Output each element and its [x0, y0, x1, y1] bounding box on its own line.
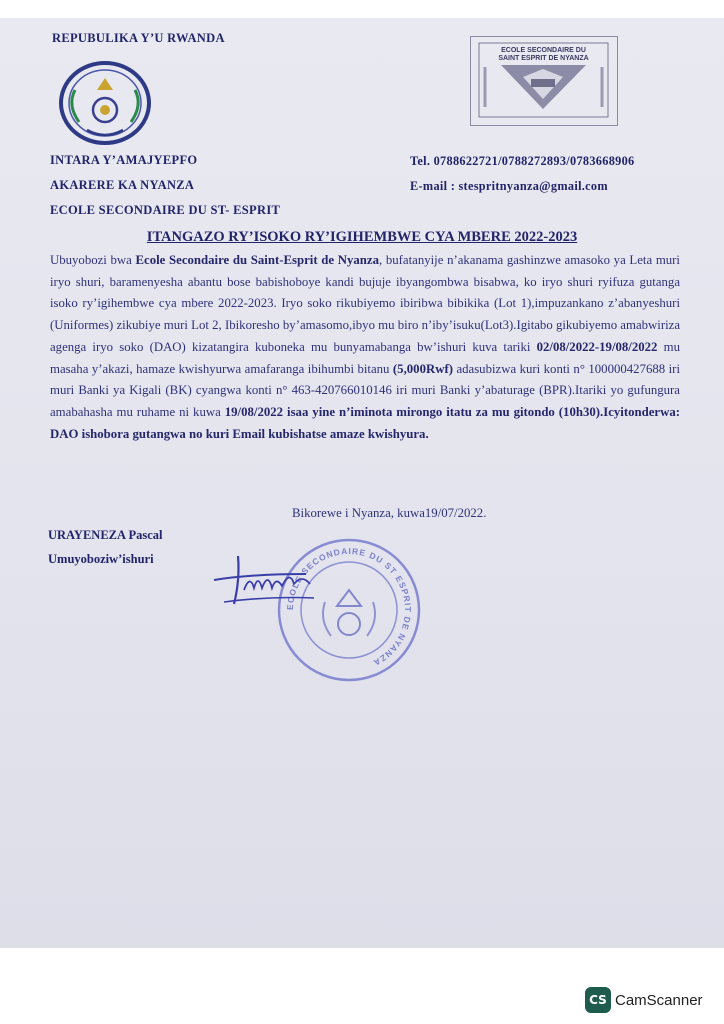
availability-dates: 02/08/2022-19/08/2022: [536, 339, 658, 354]
republic-heading: REPUBULIKA Y’U RWANDA: [52, 31, 225, 45]
body-text: , bufatanyije n’akanama gashinzwe amasoko ya Leta muri iryo shuri, baramenyesha abantu bose babishoboye kandi bujuje ibyangombwa bisabwa, ko iryo shuri ryifuza gutanga isoko ry’igihembwe cya mbere 2022-2023. Iryo soko rikubiyemo ibiribwa bibikika (Lot 1),impuzankano z’abanyeshuri (Uniformes) zikubiye muri Lot 2, Ibikoresho by’amasomo,ibyo mu biro n’iby’isuku(Lot3).Igitabo gikubiyemo amabwiriza agenga iryo soko (DAO) kizatangira kuboneka mu bunyamabanga bw’ishuri kuva tariki: [50, 253, 680, 354]
signatory-name: URAYENEZA Pascal: [48, 528, 163, 542]
body-text: mu masaha y’akazi, hamaze kwishyurwa amafaranga ibihumbi bitanu: [50, 339, 680, 376]
school-logo: [470, 36, 618, 126]
place-date: Bikorewe i Nyanza, kuwa19/07/2022.: [292, 506, 487, 520]
announcement-body: [50, 250, 680, 445]
email-line: E-mail : stespritnyanza@gmail.com: [410, 179, 608, 193]
body-text: adasubizwa kuri konti n° 100000427688 iri muri Banki ya Kigali (BK) cyangwa konti n° 463-420766010146 iri muri Banki y’abaturage (BPR).Itariki yo gufungura amabahasha mu ruhame ni kuwa: [50, 361, 680, 419]
province-heading: INTARA Y’AMAJYEPFO: [50, 153, 198, 167]
document-page: [0, 18, 724, 948]
signature-icon: [210, 544, 325, 610]
stamp-text: ECOLE SECONDAIRE DU ST ESPRIT DE NYANZA: [284, 545, 414, 669]
signatory-role: Umuyoboziw’ishuri: [48, 552, 154, 566]
school-heading: ECOLE SECONDAIRE DU ST- ESPRIT: [50, 203, 281, 217]
opening-date-time: 19/08/2022 isaa yine n’iminota mirongo itatu za mu gitondo (10h30).: [224, 404, 604, 419]
district-heading: AKARERE KA NYANZA: [50, 178, 195, 192]
body-text: Ubuyobozi bwa: [50, 253, 136, 267]
logo-text-line1: ECOLE SECONDAIRE DU: [501, 47, 586, 54]
camscanner-watermark: [585, 987, 703, 1013]
logo-text-line2: SAINT ESPRIT DE NYANZA: [498, 55, 589, 62]
camscanner-brand: CamScanner: [615, 991, 703, 1009]
telephone-line: Tel. 0788622721/0788272893/0783668906: [410, 154, 635, 168]
announcement-title: ITANGAZO RY’ISOKO RY’IGIHEMBWE CYA MBERE 2022-2023: [146, 229, 578, 245]
school-name-bold: Ecole Secondaire du Saint-Esprit de Nyanza: [135, 253, 379, 267]
note-text: Icyitonderwa: DAO ishobora gutangwa no kuri Email kubishatse amaze kwishyura.: [50, 404, 681, 441]
fee-amount: (5,000Rwf): [392, 361, 453, 376]
camscanner-logo-icon: CS: [585, 987, 611, 1013]
rwanda-emblem-icon: [57, 60, 153, 146]
